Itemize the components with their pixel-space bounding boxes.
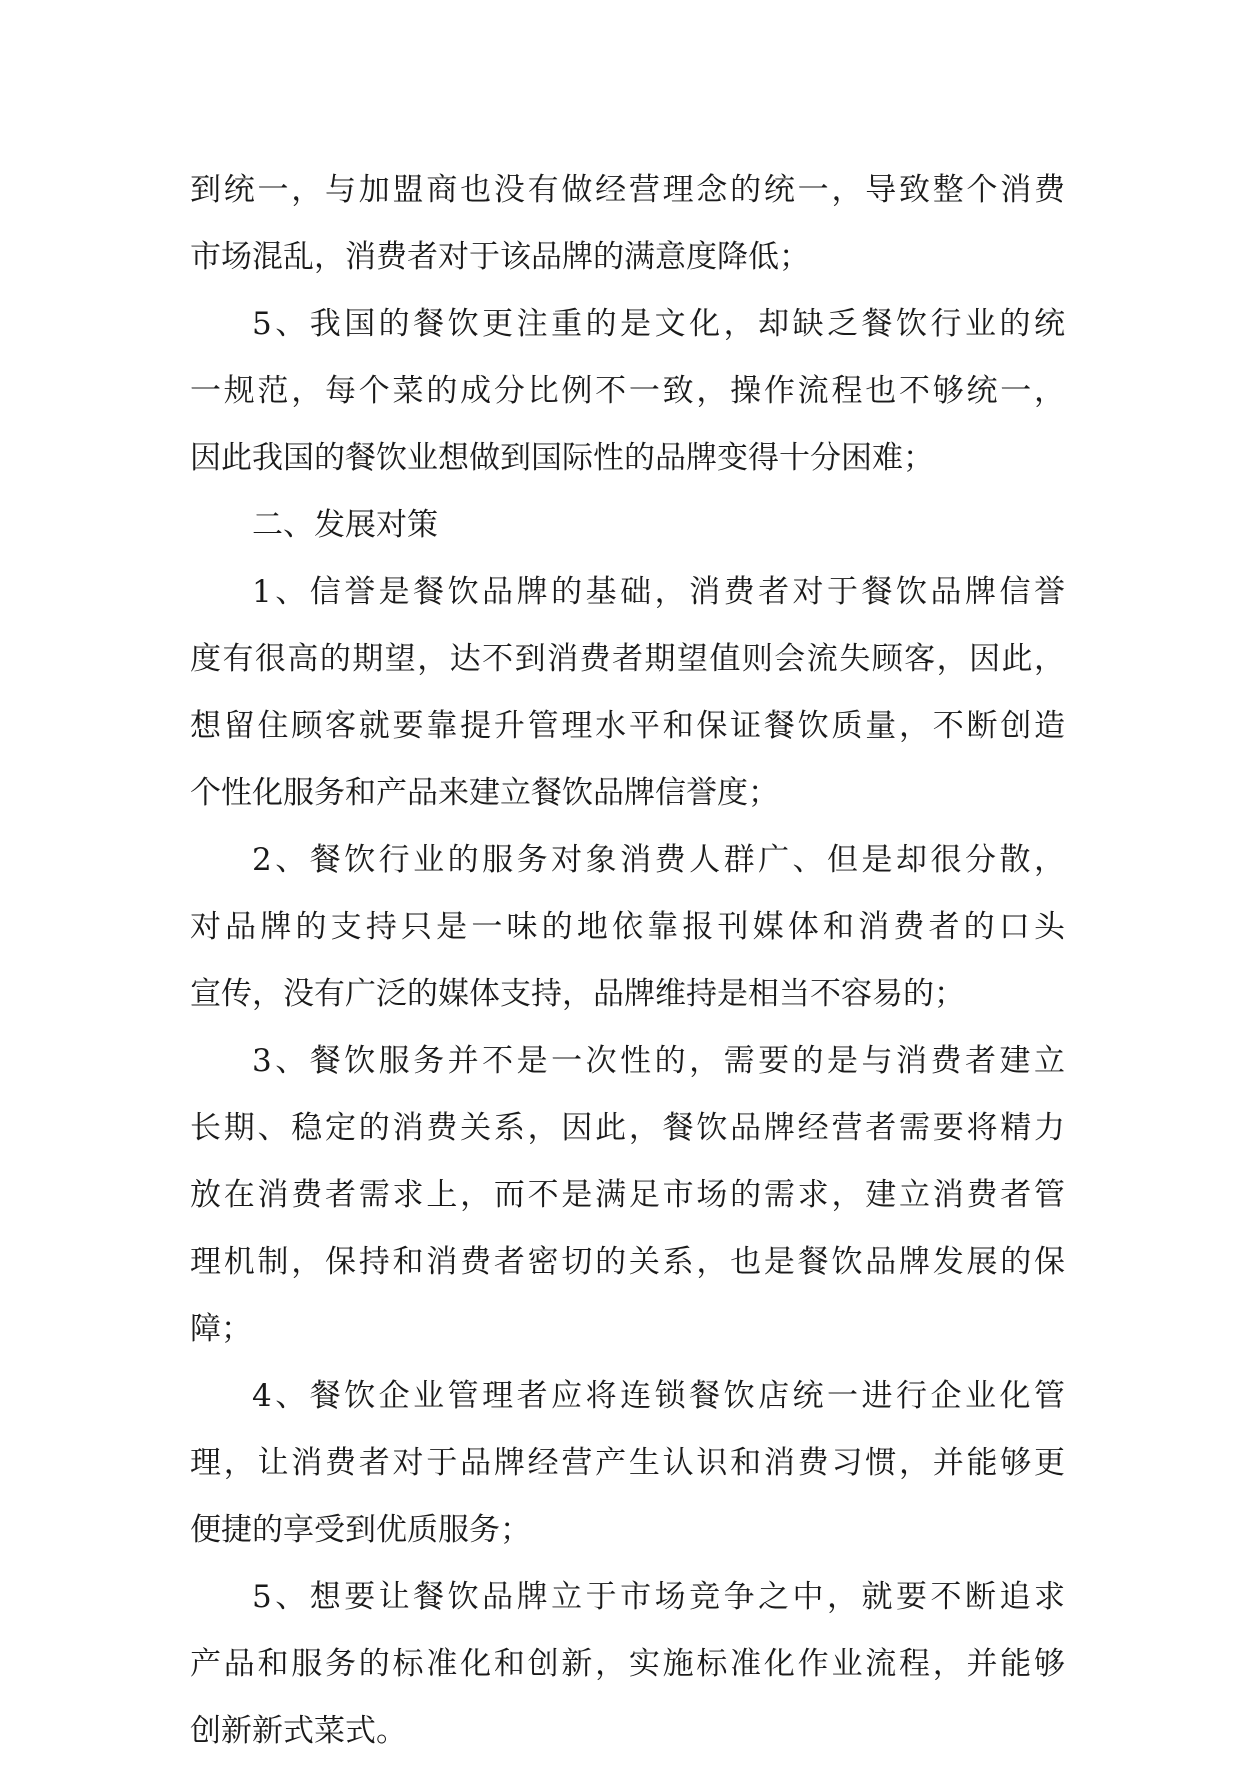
text-line: 度有很高的期望，达不到消费者期望值则会流失顾客，因此， bbox=[190, 641, 1065, 677]
text-line: 2、餐饮行业的服务对象消费人群广、但是却很分散， bbox=[252, 842, 1065, 878]
text-line: 宣传，没有广泛的媒体支持，品牌维持是相当不容易的； bbox=[190, 976, 965, 1012]
document-body bbox=[190, 157, 1065, 1765]
text-line: 创新新式菜式。 bbox=[190, 1713, 407, 1749]
text-line: 障； bbox=[190, 1311, 252, 1347]
text-line: 5、我国的餐饮更注重的是文化，却缺乏餐饮行业的统 bbox=[252, 306, 1065, 342]
text-line: 市场混乱，消费者对于该品牌的满意度降低； bbox=[190, 239, 810, 275]
text-line: 对品牌的支持只是一味的地依靠报刊媒体和消费者的口头 bbox=[190, 909, 1065, 945]
text-line: 想留住顾客就要靠提升管理水平和保证餐饮质量，不断创造 bbox=[190, 708, 1065, 744]
text-line: 个性化服务和产品来建立餐饮品牌信誉度； bbox=[190, 775, 779, 811]
text-line: 理机制，保持和消费者密切的关系，也是餐饮品牌发展的保 bbox=[190, 1244, 1065, 1280]
text-line: 理，让消费者对于品牌经营产生认识和消费习惯，并能够更 bbox=[190, 1445, 1065, 1481]
text-line: 放在消费者需求上，而不是满足市场的需求，建立消费者管 bbox=[190, 1177, 1065, 1213]
text-line: 5、想要让餐饮品牌立于市场竞争之中，就要不断追求 bbox=[252, 1579, 1065, 1615]
section-heading: 二、发展对策 bbox=[252, 507, 438, 543]
text-line: 因此我国的餐饮业想做到国际性的品牌变得十分困难； bbox=[190, 440, 934, 476]
text-line: 到统一，与加盟商也没有做经营理念的统一，导致整个消费 bbox=[190, 172, 1065, 208]
text-line: 便捷的享受到优质服务； bbox=[190, 1512, 531, 1548]
text-line: 长期、稳定的消费关系，因此，餐饮品牌经营者需要将精力 bbox=[190, 1110, 1065, 1146]
text-line: 4、餐饮企业管理者应将连锁餐饮店统一进行企业化管 bbox=[252, 1378, 1065, 1414]
text-line: 一规范，每个菜的成分比例不一致，操作流程也不够统一， bbox=[190, 373, 1065, 409]
text-line: 产品和服务的标准化和创新，实施标准化作业流程，并能够 bbox=[190, 1646, 1065, 1682]
text-line: 1、信誉是餐饮品牌的基础，消费者对于餐饮品牌信誉 bbox=[252, 574, 1065, 610]
text-line: 3、餐饮服务并不是一次性的，需要的是与消费者建立 bbox=[252, 1043, 1065, 1079]
